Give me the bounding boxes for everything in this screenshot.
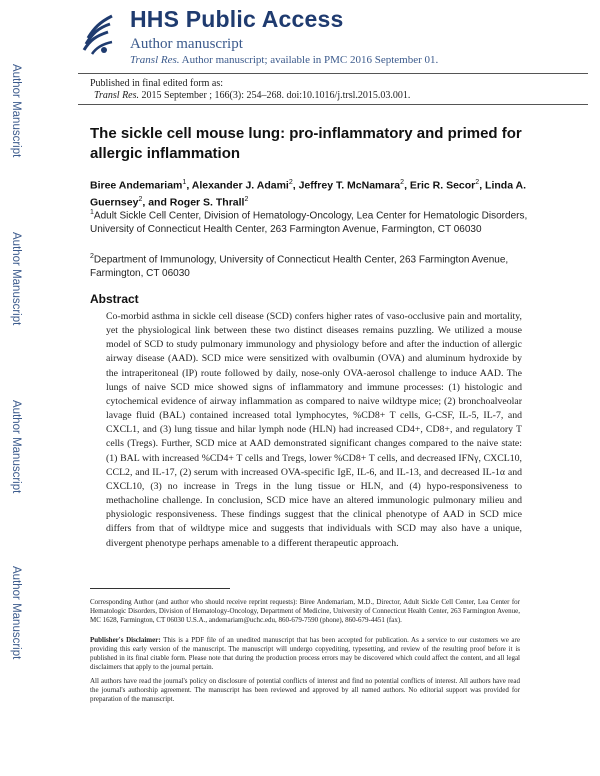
author-manuscript-sidebar xyxy=(0,0,44,776)
author-affiliation-ref: 2 xyxy=(400,179,405,186)
sidebar-label: Author Manuscript xyxy=(10,232,22,326)
author-affiliation-ref: 2 xyxy=(138,195,143,203)
hhs-eagle-logo-icon xyxy=(78,10,118,60)
author-separator: , xyxy=(292,179,299,192)
author-affiliation-ref: 1 xyxy=(182,179,187,186)
affiliation-number: 1 xyxy=(90,209,94,216)
disclaimer-text: This is a PDF file of an unedited manuscript that has been accepted for publication. As a service to our customers we are providing this early version of the manuscript. The manuscript will undergo copyediting, typesetting, and review of the resulting proof before it is published in its final citable form. Please note that during the production process errors may be discovered which could affect the content, and all legal disclaimers that apply to the journal pertain. xyxy=(90,636,520,671)
article-title: The sickle cell mouse lung: pro-inflammatory and primed for allergic inflammation xyxy=(90,125,522,162)
affiliation xyxy=(90,206,540,236)
journal-name: Transl Res. xyxy=(130,54,180,66)
header-divider xyxy=(78,73,588,74)
author-separator: , xyxy=(479,179,486,192)
publication-citation xyxy=(90,90,410,102)
sidebar-label: Author Manuscript xyxy=(10,400,22,494)
footnote-divider xyxy=(90,588,230,589)
publication-journal: Transl Res. xyxy=(94,90,140,101)
publication-label: Published in final edited form as: xyxy=(90,78,224,89)
abstract-body: Co-morbid asthma in sickle cell disease (SCD) confers higher rates of vaso-occlusive pain and mortality, yet the physiological link between these two distinct diseases remains puzzling. We utilized a mouse model of SCD to study pulmonary immunology and physiology before and after the induction of allergic airway disease (AAD). SCD mice were sensitized with ovalbumin (OVA) and aluminum hydroxide by the intraperitoneal (IP) route followed by daily, nose-only OVA-aerosol challenge to induce AAD. The lungs of naive SCD mice showed signs of inflammatory and immune processes: (1) histologic and cytochemical evidence of airway inflammation as compared to naive wildtype mice; (2) bronchoalveolar lavage fluid (BAL) contained increased total lymphocytes, %CD8+ T cells, G-CSF, IL-5, IL-7, and CXCL1, and (3) lung tissue and hilar lymph node (HLN) had increased CD4+, CD8+, and regulatory T cells (Tregs). Further, SCD mice at AAD demonstrated significant changes compared to the naive state: (1) BAL with increased %CD4+ T cells and Tregs, lower %CD8+ T cells, and decreased IFNγ, CXCL10, CCL2, and IL-17, (2) serum with increased OVA-specific IgE, IL-6, and IL-13, and decreased IL-1α and CXCL10, (3) no increase in Tregs in the lung tissue or HLN, and (4) hypo-responsiveness to methacholine challenge. In conclusion, SCD mice have an altered immunologic pulmonary milieu and physiologic responsiveness. These findings suggest that the clinical phenotype of AAD in SCD mice differs from that of wildtype mice and suggests that individuals with SCD may also have a unique, divergent phenotype perhaps amenable to a different therapeutic approach. xyxy=(106,311,522,549)
abstract-heading: Abstract xyxy=(90,292,139,306)
author-name: Eric R. Secor xyxy=(409,179,476,192)
author-affiliation-ref: 2 xyxy=(288,179,293,186)
author-separator: , xyxy=(186,179,192,192)
author-affiliation-ref: 2 xyxy=(475,179,480,186)
affiliation-number: 2 xyxy=(90,253,94,260)
author-name: Biree Andemariam xyxy=(90,179,183,192)
author-name: Linda A. Guernsey xyxy=(90,179,527,208)
author-name: Roger S. Thrall xyxy=(169,196,245,208)
author-list xyxy=(90,176,540,209)
author-name: Alexander J. Adami xyxy=(191,179,289,192)
publication-divider xyxy=(78,104,588,105)
affiliation-text: Department of Immunology, University of Connecticut Health Center, 263 Farmington Avenue, Farmington, CT 06030 xyxy=(90,254,509,279)
sidebar-label: Author Manuscript xyxy=(10,566,22,660)
publication-details: 2015 September ; 166(3): 254–268. doi:10.1016/j.trsl.2015.03.001. xyxy=(139,90,411,101)
author-name: Jeffrey T. McNamara xyxy=(298,179,401,192)
disclaimer-label: Publisher's Disclaimer: xyxy=(90,636,161,644)
sidebar-label: Author Manuscript xyxy=(10,64,22,158)
author-affiliation-ref: 2 xyxy=(244,195,249,203)
publication-info xyxy=(90,78,410,102)
author-separator: , and xyxy=(142,196,170,208)
corresponding-author-note: Corresponding Author (and author who should receive reprint requests): Biree Andemariam, M.D., Director, Adult Sickle Cell Center, Lea Center for Hematologic Disorders, Division of Hematology-Oncology, Department of Medicine, University of Connecticut Health Center, 263 Farmington Avenue, MC 1628, Farmington, CT 06030 U.S.A., andemariam@uchc.edu, 860-679-7590 (phone), 860-679-4451 (fax). xyxy=(90,598,520,624)
hhs-header xyxy=(78,6,578,76)
affiliation-text: Adult Sickle Cell Center, Division of Hematology-Oncology, Lea Center for Hematologic Disorders, University of Connecticut Health Center, 263 Farmington Avenue, Farmington, CT 06030 xyxy=(90,210,528,235)
hhs-title: HHS Public Access xyxy=(130,6,344,32)
author-separator: , xyxy=(404,179,410,192)
affiliation xyxy=(90,250,540,280)
pmc-availability xyxy=(130,54,438,66)
manuscript-type: Author manuscript xyxy=(130,36,243,52)
authorship-policy-note: All authors have read the journal's policy on disclosure of potential conflicts of interest and find no potential conflicts of interest. All authors have read the journal's authorship agreement. The manuscript has been reviewed and approved by all named authors. No editorial support was provided for preparation of the manuscript. xyxy=(90,677,520,703)
publisher-disclaimer xyxy=(90,636,520,672)
availability-text: Author manuscript; available in PMC 2016 September 01. xyxy=(179,54,439,66)
